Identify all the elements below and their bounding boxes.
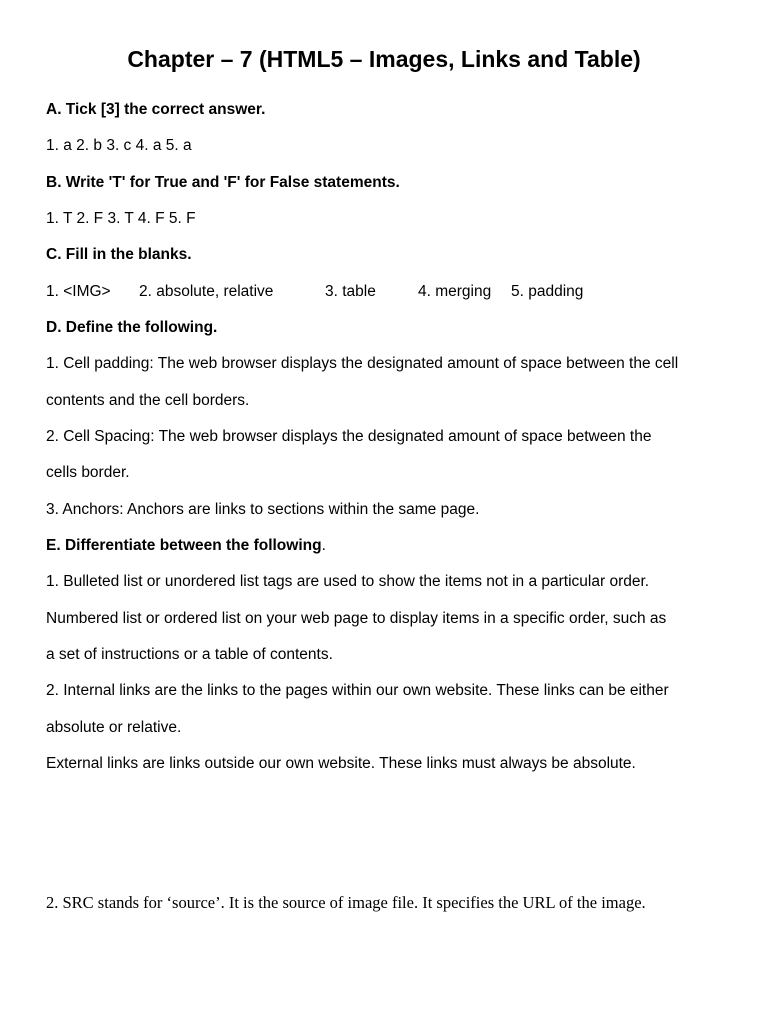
section-a-answers: 1. a 2. b 3. c 4. a 5. a: [46, 137, 192, 154]
section-a-heading: A. Tick [3] the correct answer.: [46, 101, 266, 118]
section-d-line-5: 3. Anchors: Anchors are links to sections within the same page.: [46, 501, 480, 518]
section-d-line-3: 2. Cell Spacing: The web browser displays the designated amount of space between the: [46, 428, 652, 445]
section-d-line-4: cells border.: [46, 464, 130, 481]
section-e-heading-row: [46, 536, 326, 556]
section-d-line-2: contents and the cell borders.: [46, 392, 250, 409]
fill-answer-1: 1. <IMG>: [46, 283, 111, 300]
section-b-answers: 1. T 2. F 3. T 4. F 5. F: [46, 210, 196, 227]
section-e-line-5: absolute or relative.: [46, 719, 182, 736]
section-e-line-1: 1. Bulleted list or unordered list tags are used to show the items not in a particular order.: [46, 573, 650, 590]
section-e-line-2: Numbered list or ordered list on your web page to display items in a specific order, such as: [46, 610, 667, 627]
section-e-line-6: External links are links outside our own website. These links must always be absolute.: [46, 755, 636, 772]
section-e-line-3: a set of instructions or a table of contents.: [46, 646, 333, 663]
fill-answer-3: 3. table: [325, 283, 376, 300]
section-e-line-4: 2. Internal links are the links to the pages within our own website. These links can be either: [46, 682, 669, 699]
fill-answer-4: 4. merging: [418, 283, 492, 300]
section-c-answers: [46, 282, 726, 302]
section-e-heading: E. Differentiate between the following: [46, 537, 322, 554]
src-definition-line: 2. SRC stands for ‘source’. It is the source of image file. It specifies the URL of the image.: [46, 893, 646, 912]
section-c-heading: C. Fill in the blanks.: [46, 246, 192, 263]
section-d-heading: D. Define the following.: [46, 319, 218, 336]
section-d-line-1: 1. Cell padding: The web browser displays the designated amount of space between the cell: [46, 355, 679, 372]
section-e-heading-suffix: .: [321, 537, 326, 554]
fill-answer-2: 2. absolute, relative: [139, 283, 274, 300]
section-b-heading: B. Write 'T' for True and 'F' for False statements.: [46, 174, 400, 191]
page-title: Chapter – 7 (HTML5 – Images, Links and Table): [127, 46, 641, 72]
fill-answer-5: 5. padding: [511, 283, 584, 300]
